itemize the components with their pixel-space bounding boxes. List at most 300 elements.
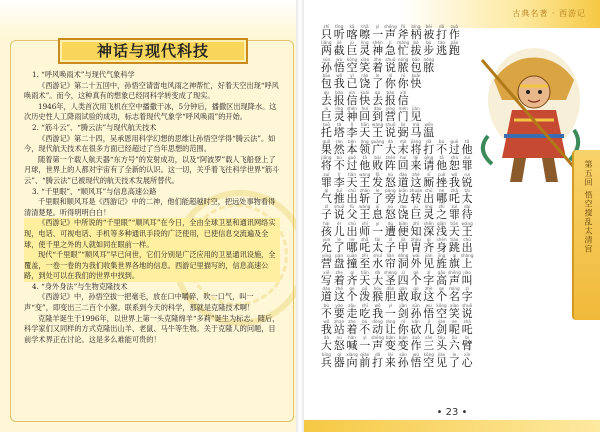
hanzi: 饶 — [359, 77, 371, 91]
hanzi: 齐 — [423, 241, 435, 255]
pinyin: sī — [427, 171, 431, 177]
annotated-character — [448, 24, 461, 40]
annotated-character — [435, 40, 448, 56]
hanzi: 孩 — [320, 224, 332, 238]
hanzi: 营 — [320, 257, 332, 271]
annotated-character — [435, 204, 448, 220]
hanzi: 信 — [346, 93, 358, 107]
pinyin: wáng — [461, 220, 473, 226]
hanzi: 器 — [333, 355, 345, 369]
annotated-character — [333, 106, 346, 122]
hanzi: 儿 — [333, 224, 345, 238]
annotated-character — [397, 24, 410, 40]
pinyin: lǐ — [338, 171, 341, 177]
annotated-character — [448, 188, 461, 204]
annotated-character — [333, 155, 346, 171]
pinyin: shī — [361, 220, 368, 226]
pinyin: bì — [401, 122, 406, 128]
paragraph: 《西游记》中所说的“千里眼”“顺风耳”在今日，全由全球卫星和通讯网络实现，电话、可视电话、手机等多种通讯手段的广泛使用，已使信息交流遍及全球，使千里之外的人就如同在眼前一样。 — [24, 218, 280, 250]
pinyin: ér — [337, 220, 342, 226]
annotated-character — [384, 204, 397, 220]
pinyin: ràng — [385, 319, 396, 325]
annotated-character — [333, 253, 346, 269]
pinyin: zuì — [464, 155, 471, 161]
hanzi: 吒 — [359, 241, 371, 255]
annotated-character — [320, 270, 333, 286]
pinyin: yì — [362, 335, 367, 341]
pinyin: jiào — [463, 269, 471, 275]
hanzi: 跑 — [448, 44, 460, 58]
pinyin: hái — [323, 220, 330, 226]
hanzi: 请 — [423, 159, 435, 173]
hanzi: 怒 — [384, 208, 396, 222]
hanzi: 一 — [372, 28, 384, 41]
annotated-character — [333, 57, 346, 73]
book-gutter — [296, 0, 304, 432]
annotated-character — [397, 188, 410, 204]
annotated-character — [384, 221, 397, 237]
section-heading: 2. “筋斗云”、“腾云法”与现代航天技术 — [32, 122, 157, 132]
annotated-character — [320, 139, 333, 155]
annotated-character — [384, 90, 397, 106]
annotated-character — [461, 188, 474, 204]
hanzi: 巨 — [320, 109, 332, 123]
hanzi: 头 — [436, 339, 448, 353]
pinyin: ráo — [361, 73, 369, 79]
annotated-character — [448, 303, 461, 319]
annotated-character — [320, 303, 333, 319]
pinyin: bú — [362, 319, 368, 325]
hanzi: 大 — [372, 273, 384, 287]
story-text — [320, 24, 576, 368]
hanzi: 至 — [359, 257, 371, 271]
hanzi: 了 — [448, 355, 460, 369]
annotated-character — [461, 237, 474, 253]
pinyin: hǎn — [348, 335, 356, 341]
hanzi: 待 — [461, 208, 473, 222]
annotated-character — [422, 155, 435, 171]
hanzi: 截 — [333, 44, 345, 58]
pinyin: jiàn — [437, 319, 446, 325]
hanzi: 来 — [384, 355, 396, 369]
pinyin: sān — [425, 335, 433, 341]
hanzi: 包 — [320, 77, 332, 91]
annotated-character — [333, 40, 346, 56]
hanzi: 信 — [397, 93, 409, 107]
pinyin: bá — [413, 40, 419, 46]
annotated-character — [358, 319, 371, 335]
pinyin: tuō — [322, 122, 330, 128]
hanzi: 回 — [359, 109, 371, 123]
pinyin: táo — [438, 40, 445, 46]
hanzi: 外 — [410, 257, 422, 271]
paragraph: 千里眼和顺风耳是《西游记》中的二神，他们能超越时空，把远处事物看得清清楚楚。听得明明白白！ — [24, 197, 276, 217]
pinyin: rán — [335, 138, 343, 144]
hanzi: 变 — [384, 339, 396, 353]
annotated-character — [397, 303, 410, 319]
hanzi: 水 — [372, 257, 384, 271]
story-line — [320, 122, 470, 138]
hanzi: 他 — [461, 142, 473, 156]
annotated-character — [422, 57, 435, 73]
hanzi: 息 — [372, 208, 384, 222]
pinyin: zhā — [463, 319, 471, 325]
annotated-character — [384, 270, 397, 286]
pinyin: chū — [463, 237, 471, 243]
hanzi: 神 — [346, 109, 358, 123]
annotated-character — [435, 303, 448, 319]
hanzi: 忙 — [397, 44, 409, 58]
pinyin: qí — [350, 269, 354, 275]
pinyin: fā — [375, 171, 380, 177]
annotated-character — [320, 204, 333, 220]
pinyin: lǐ — [350, 122, 354, 128]
pinyin: shuō — [385, 122, 396, 128]
annotated-character — [410, 221, 423, 237]
pinyin: jǐ — [427, 319, 430, 325]
pinyin: sūn — [322, 56, 331, 62]
hanzi: 回 — [397, 159, 409, 173]
annotated-character — [448, 40, 461, 56]
pinyin: tīng — [335, 24, 344, 29]
hanzi: 动 — [372, 323, 384, 337]
annotated-character — [410, 57, 423, 73]
section-heading: 4. “身外身法”与生物克隆技术 — [32, 281, 128, 291]
annotated-character — [410, 106, 423, 122]
hanzi: 罪 — [461, 159, 473, 173]
pinyin: nù — [387, 204, 394, 210]
pinyin: zhè — [335, 286, 343, 292]
hanzi: 天 — [359, 273, 371, 287]
pinyin: huí — [361, 105, 369, 111]
annotated-character — [346, 106, 359, 122]
pinyin: pō — [362, 286, 368, 292]
annotated-character — [461, 270, 474, 286]
hanzi: 泼 — [359, 290, 371, 304]
pinyin: huí — [399, 155, 407, 161]
pinyin: gāo — [437, 269, 446, 275]
annotated-character — [461, 204, 474, 220]
annotated-character — [410, 73, 423, 89]
pinyin: liǎng — [321, 40, 332, 46]
pinyin: qù — [374, 89, 381, 95]
annotated-character — [333, 270, 346, 286]
hanzi: 说 — [384, 60, 396, 74]
annotated-character — [397, 204, 410, 220]
pinyin: zhā — [450, 187, 459, 193]
hanzi: 王 — [372, 126, 384, 140]
hanzi: 见 — [423, 257, 435, 271]
pinyin: qì — [324, 187, 329, 193]
hanzi: 太 — [461, 191, 473, 205]
annotated-character — [371, 221, 384, 237]
hanzi: 过 — [346, 159, 358, 173]
pinyin: tài — [374, 237, 381, 243]
hanzi: 灵 — [333, 109, 345, 123]
annotated-character — [397, 106, 410, 122]
annotated-character — [422, 303, 435, 319]
hanzi: 剑 — [397, 306, 409, 320]
pinyin: kuài — [360, 89, 370, 95]
pinyin: zhe — [348, 319, 356, 325]
annotated-character — [461, 253, 474, 269]
hanzi: 旗 — [448, 257, 460, 271]
annotated-character — [384, 106, 397, 122]
annotated-character — [410, 286, 423, 302]
pinyin: shèng — [384, 269, 397, 275]
paragraph: 随着第一个载人航天器“东方号”的发射成功，以及“阿波罗”载人飞船登上了月球，世界上的人都对宇宙有了全新的认识。这一切，关乎着飞往科学世界“筋斗云”、“腾云法”已被现代的航天技术发展所替代。 — [24, 154, 280, 185]
pinyin: dà — [387, 138, 393, 144]
annotated-character — [371, 188, 384, 204]
pinyin: tiān — [450, 220, 459, 226]
annotated-character — [346, 335, 359, 351]
annotated-character — [333, 319, 346, 335]
section-heading: 1. “呼风唤雨术”与现代气象科学 — [32, 70, 135, 79]
pinyin: guǎng — [370, 138, 385, 144]
hanzi: 吒 — [461, 323, 473, 337]
hanzi: 孙 — [397, 355, 409, 369]
hanzi: 已 — [346, 77, 358, 91]
pinyin: shēn — [436, 237, 447, 243]
hanzi: 高 — [436, 273, 448, 287]
pinyin: chū — [424, 187, 433, 193]
pinyin: zhàn — [334, 319, 345, 325]
pinyin: le — [337, 237, 342, 243]
hanzi: 子 — [384, 241, 396, 255]
annotated-character — [410, 188, 423, 204]
hanzi: 神 — [372, 44, 384, 58]
pinyin: zǒu — [348, 302, 356, 308]
annotated-character — [333, 90, 346, 106]
pinyin: yǐ — [350, 73, 354, 79]
hanzi: 空 — [423, 355, 435, 369]
pinyin: biān — [398, 187, 408, 193]
pinyin: dào — [322, 286, 331, 292]
pinyin: jiàn — [412, 105, 420, 111]
annotated-character — [384, 303, 397, 319]
pinyin: zhī — [412, 220, 419, 226]
annotated-character — [410, 172, 423, 188]
pinyin: zì — [465, 286, 469, 292]
pinyin: yào — [335, 302, 343, 308]
annotated-character — [320, 335, 333, 351]
pinyin: líng — [424, 204, 433, 210]
pinyin: shuō — [334, 204, 345, 210]
hanzi: 灵 — [423, 208, 435, 222]
pinyin: dài — [463, 204, 471, 210]
pinyin: jù — [350, 40, 354, 46]
hanzi: 脓 — [423, 60, 435, 74]
annotated-character — [461, 139, 474, 155]
annotated-character — [448, 253, 461, 269]
hanzi: 塔 — [333, 126, 345, 140]
pinyin: pán — [335, 253, 344, 259]
hanzi: 之 — [436, 208, 448, 222]
pinyin: bú — [438, 138, 445, 144]
pinyin: wù — [425, 302, 432, 308]
hanzi: 弼 — [397, 126, 409, 140]
annotated-character — [448, 155, 461, 171]
pinyin: biàn — [398, 335, 408, 341]
pinyin: nóng — [397, 56, 409, 62]
annotated-character — [410, 319, 423, 335]
pinyin: le — [452, 351, 457, 357]
pinyin: jiàn — [399, 302, 407, 308]
pinyin: bì — [465, 335, 470, 341]
hanzi: 声 — [384, 28, 396, 41]
annotated-character — [333, 73, 346, 89]
annotated-character — [397, 155, 410, 171]
right-page — [304, 0, 600, 432]
hanzi: 逃 — [436, 44, 448, 58]
hanzi: 甲 — [397, 241, 409, 255]
annotated-character — [371, 24, 384, 40]
hanzi: 哪 — [346, 241, 358, 255]
annotated-character — [461, 335, 474, 351]
pinyin: zhe — [335, 269, 343, 275]
hanzi: 遭 — [384, 224, 396, 238]
annotated-character — [410, 335, 423, 351]
hanzi: 过 — [448, 142, 460, 156]
hanzi: 报 — [384, 93, 396, 107]
pinyin: qí — [426, 237, 431, 243]
hanzi: 了 — [372, 191, 384, 205]
annotated-character — [346, 352, 359, 368]
hanzi: 阵 — [384, 159, 396, 173]
annotated-character — [346, 57, 359, 73]
pinyin: sì — [401, 269, 405, 275]
annotated-character — [358, 204, 371, 220]
annotated-character — [333, 221, 346, 237]
annotated-character — [333, 204, 346, 220]
pinyin: cuàn — [346, 253, 358, 259]
hanzi: 托 — [320, 126, 332, 140]
hanzi: 他 — [436, 159, 448, 173]
paragraph: 《西游记》第二十四，吴承恩用科学幻想的思维让孙悟空学得“腾云法”。如今，现代航天技术在很多方面已经超过了当年思想的范围。 — [24, 133, 276, 154]
pinyin: kōng — [436, 302, 447, 308]
hanzi: 要 — [333, 306, 345, 320]
annotated-character — [371, 253, 384, 269]
hanzi: 我 — [333, 77, 345, 91]
hanzi: 走 — [346, 306, 358, 320]
hanzi: 听 — [333, 28, 345, 41]
hanzi: 急 — [384, 44, 396, 58]
pinyin: wáng — [371, 122, 384, 128]
pinyin: jiàng — [410, 138, 422, 144]
pinyin: tóu — [438, 335, 445, 341]
pinyin: jù — [414, 204, 418, 210]
pinyin: sūn — [412, 302, 420, 308]
hanzi: 营 — [384, 109, 396, 123]
hanzi: 撞 — [346, 257, 358, 271]
annotated-character — [358, 40, 371, 56]
hanzi: 写 — [320, 273, 332, 287]
annotated-character — [358, 237, 371, 253]
hanzi: 王 — [461, 224, 473, 238]
hanzi: 去 — [320, 93, 332, 107]
annotated-character — [333, 188, 346, 204]
hanzi: 声 — [448, 273, 460, 287]
annotated-character — [397, 335, 410, 351]
hanzi: 罪 — [448, 208, 460, 222]
annotated-character — [410, 237, 423, 253]
hanzi: 转 — [410, 191, 422, 205]
hanzi: 败 — [372, 159, 384, 173]
hanzi: 怒 — [384, 175, 396, 189]
hanzi: 斧 — [397, 28, 409, 41]
page-number: • 23 • — [436, 407, 468, 418]
annotated-character — [435, 155, 448, 171]
hanzi: 变 — [397, 339, 409, 353]
pinyin: zǐ — [324, 204, 329, 210]
annotated-character — [461, 319, 474, 335]
pinyin: wài — [412, 253, 420, 259]
pinyin: qí — [452, 253, 457, 259]
hanzi: 六 — [448, 339, 460, 353]
annotated-character — [397, 237, 410, 253]
annotated-character — [358, 221, 371, 237]
pinyin: hóu — [373, 286, 382, 292]
annotated-character — [320, 73, 333, 89]
pinyin: zhòu — [410, 237, 422, 243]
pinyin: yíng — [385, 105, 395, 111]
pinyin: kuài — [411, 73, 421, 79]
hanzi: 厮 — [423, 175, 435, 189]
hanzi: 跳 — [448, 241, 460, 255]
hanzi: 了 — [372, 77, 384, 91]
story-line — [320, 335, 576, 351]
annotated-character — [410, 40, 423, 56]
pinyin: bèi — [425, 24, 432, 29]
pinyin: bīng — [321, 351, 331, 357]
hanzi: 悟 — [410, 355, 422, 369]
annotated-character — [320, 253, 333, 269]
hanzi: 我 — [320, 323, 332, 337]
pinyin: wǒ — [451, 171, 458, 177]
hanzi: 空 — [436, 306, 448, 320]
pinyin: lián — [386, 253, 395, 259]
hanzi: 只 — [320, 28, 332, 41]
hanzi: 个 — [346, 290, 358, 304]
hanzi: 道 — [320, 290, 332, 304]
hanzi: 心 — [461, 355, 473, 369]
annotated-character — [333, 303, 346, 319]
story-line — [320, 286, 576, 302]
pinyin: bǐng — [411, 24, 421, 29]
annotated-character — [320, 188, 333, 204]
hanzi: 不 — [333, 159, 345, 173]
hanzi: 喀 — [346, 28, 358, 41]
pinyin: dǎn — [386, 286, 395, 292]
pinyin: zǐ — [388, 237, 393, 243]
pinyin: liù — [451, 335, 457, 341]
hanzi: 了 — [333, 241, 345, 255]
annotated-character — [461, 352, 474, 368]
pinyin: nǐ — [401, 73, 406, 79]
hanzi: 旌 — [436, 257, 448, 271]
story-line — [320, 253, 576, 269]
annotated-character — [384, 40, 397, 56]
story-line — [320, 24, 470, 40]
annotated-character — [435, 172, 448, 188]
hanzi: 帘 — [384, 257, 396, 271]
hanzi: 然 — [333, 142, 345, 156]
annotated-character — [448, 237, 461, 253]
pinyin: jù — [324, 105, 329, 111]
annotated-character — [358, 172, 371, 188]
story-line — [320, 155, 576, 171]
annotated-character — [397, 122, 410, 138]
